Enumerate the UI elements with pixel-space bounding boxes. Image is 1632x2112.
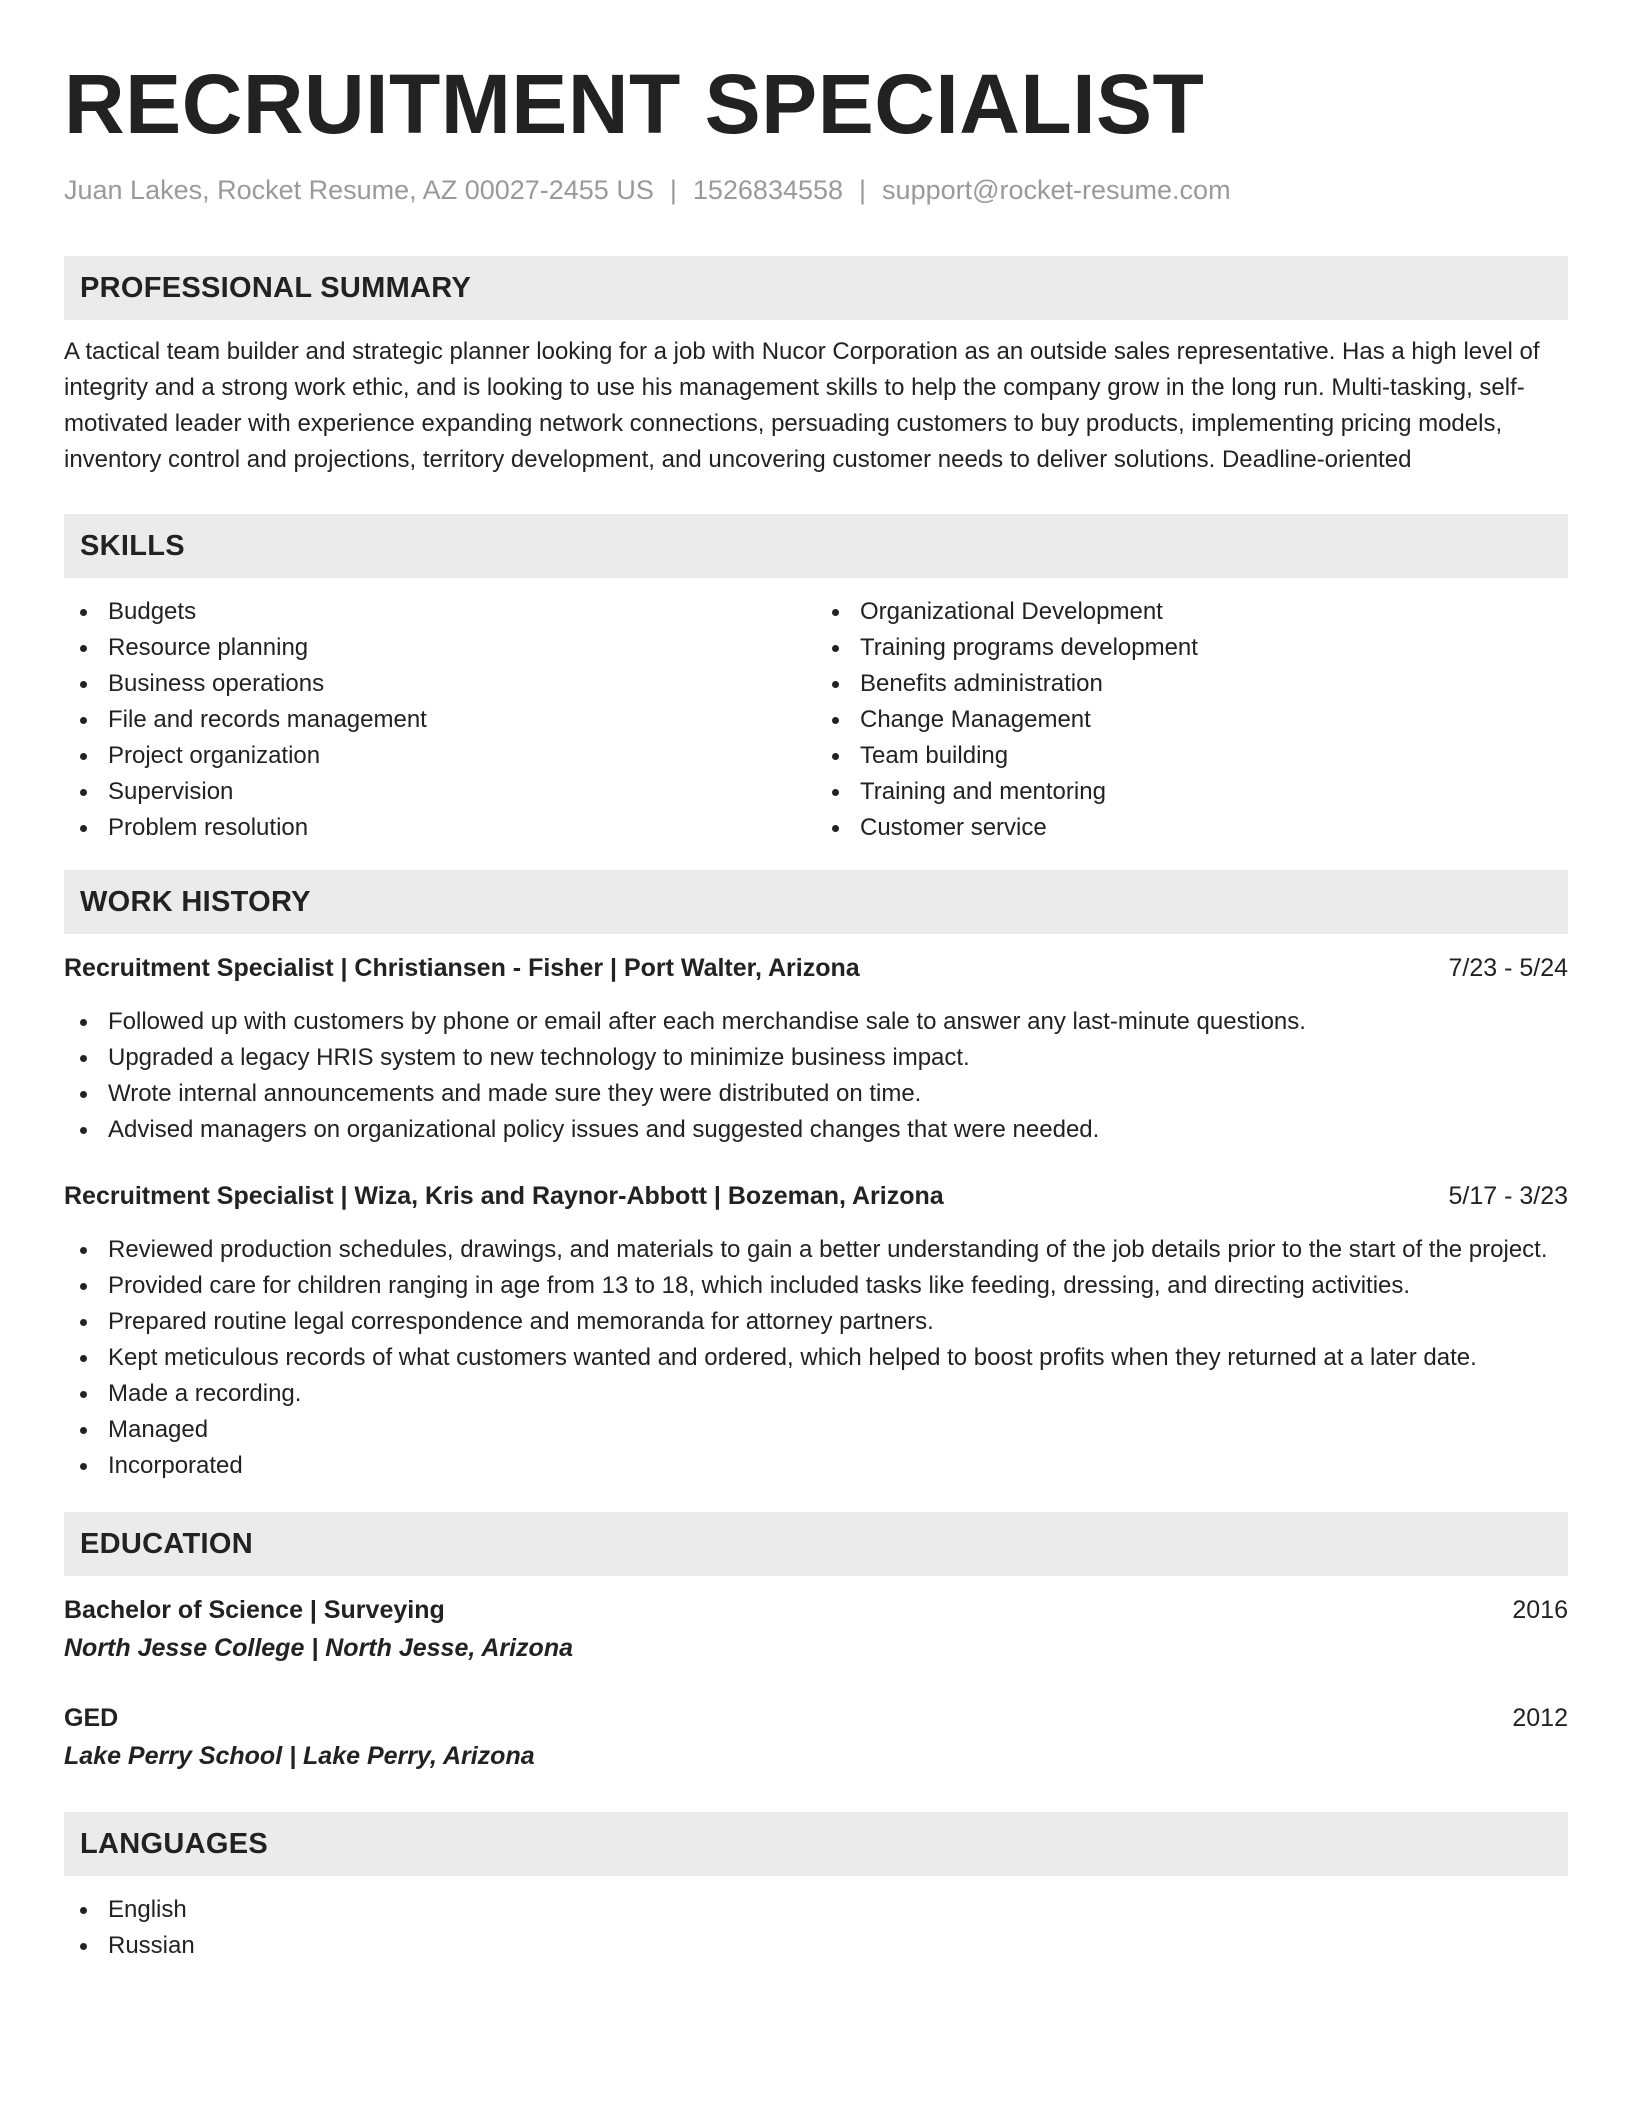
bullet-icon xyxy=(80,1943,87,1950)
skill-label: Team building xyxy=(860,742,1009,769)
job-title: Recruitment Specialist | Wiza, Kris and Raynor-Abbott | Bozeman, Arizona xyxy=(64,1182,944,1210)
skill-label: Business operations xyxy=(108,670,325,697)
summary-text: A tactical team builder and strategic planner looking for a job with Nucor Corporation as an outside sales representative. Has a high level of integrity and a strong work ethic, and is looking to use his management skills to help the company grow in the long run. Multi-tasking, self-motivated leader with experience expanding network connections, persuading customers to buy products, implementing pricing models, inventory control and projections, territory development, and uncovering customer needs to deliver solutions. Deadline-oriented xyxy=(64,338,1540,473)
job-title: Recruitment Specialist | Christiansen - Fisher | Port Walter, Arizona xyxy=(64,954,860,982)
skill-label: Problem resolution xyxy=(108,814,309,841)
bullet-icon xyxy=(832,609,839,616)
skill-item xyxy=(64,702,816,738)
job-duties-list xyxy=(64,1004,1568,1148)
bullet-icon xyxy=(80,1463,87,1470)
skill-item xyxy=(64,738,816,774)
bullet-icon xyxy=(80,789,87,796)
job-heading-row xyxy=(64,1178,1568,1214)
bullet-icon xyxy=(80,1355,87,1362)
contact-address: Juan Lakes, Rocket Resume, AZ 00027-2455 US xyxy=(64,175,654,205)
job-duty-text: Provided care for children ranging in age from 13 to 18, which included tasks like feeding, dressing, and directing activities. xyxy=(108,1272,1411,1299)
skill-item xyxy=(816,810,1568,846)
education-school: Lake Perry School | Lake Perry, Arizona xyxy=(64,1742,535,1770)
bullet-icon xyxy=(80,645,87,652)
skill-item xyxy=(64,810,816,846)
skill-label: Training and mentoring xyxy=(860,778,1106,805)
bullet-icon xyxy=(832,789,839,796)
bullet-icon xyxy=(80,1427,87,1434)
job-dates: 5/17 - 3/23 xyxy=(1448,1182,1568,1210)
bullet-icon xyxy=(80,753,87,760)
bullet-icon xyxy=(80,681,87,688)
education-year: 2012 xyxy=(1512,1704,1568,1732)
bullet-icon xyxy=(80,1091,87,1098)
skill-label: Organizational Development xyxy=(860,598,1163,625)
job-duty-text: Incorporated xyxy=(108,1452,243,1479)
education-heading-row xyxy=(64,1700,1568,1736)
job-duty-text: Kept meticulous records of what customers wanted and ordered, which helped to boost profits when they returned at a later date. xyxy=(108,1344,1477,1371)
bullet-icon xyxy=(80,1907,87,1914)
bullet-icon xyxy=(80,1319,87,1326)
contact-separator: | xyxy=(859,175,867,205)
contact-email: support@rocket-resume.com xyxy=(882,175,1231,205)
job-duty-text: Advised managers on organizational policy issues and suggested changes that were needed. xyxy=(108,1116,1100,1143)
skill-item xyxy=(64,774,816,810)
bullet-icon xyxy=(80,1391,87,1398)
skill-item xyxy=(64,666,816,702)
skills-grid xyxy=(64,594,1568,846)
job-duty-text: Upgraded a legacy HRIS system to new technology to minimize business impact. xyxy=(108,1044,970,1071)
skill-item xyxy=(816,594,1568,630)
bullet-icon xyxy=(80,825,87,832)
skills-list-right xyxy=(816,594,1568,846)
language-item xyxy=(64,1928,1568,1964)
contact-line xyxy=(64,172,1568,208)
bullet-icon xyxy=(832,717,839,724)
bullet-icon xyxy=(80,1019,87,1026)
education-degree: GED xyxy=(64,1704,119,1732)
job-duty-item xyxy=(64,1268,1568,1304)
skill-label: Customer service xyxy=(860,814,1047,841)
bullet-icon xyxy=(832,825,839,832)
resume-name-heading: RECRUITMENT SPECIALIST xyxy=(64,57,1205,151)
job-heading-row xyxy=(64,950,1568,986)
skill-item xyxy=(64,594,816,630)
job-duty-item xyxy=(64,1004,1568,1040)
bullet-icon xyxy=(832,681,839,688)
job-duty-item xyxy=(64,1340,1568,1376)
contact-phone: 1526834558 xyxy=(692,175,844,205)
skills-list-left xyxy=(64,594,816,846)
skills-column-left xyxy=(64,594,816,846)
skill-label: Resource planning xyxy=(108,634,309,661)
skills-section-header: SKILLS xyxy=(64,514,1568,578)
skill-item xyxy=(816,774,1568,810)
job-dates: 7/23 - 5/24 xyxy=(1448,954,1568,982)
skill-label: Change Management xyxy=(860,706,1091,733)
language-label: Russian xyxy=(108,1932,195,1959)
education-year: 2016 xyxy=(1512,1596,1568,1624)
job-duty-item xyxy=(64,1304,1568,1340)
job-duty-text: Followed up with customers by phone or email after each merchandise sale to answer any last-minute questions. xyxy=(108,1008,1306,1035)
bullet-icon xyxy=(80,1283,87,1290)
job-duty-text: Prepared routine legal correspondence and memoranda for attorney partners. xyxy=(108,1308,934,1335)
bullet-icon xyxy=(832,645,839,652)
skill-label: Budgets xyxy=(108,598,197,625)
skill-label: Benefits administration xyxy=(860,670,1103,697)
bullet-icon xyxy=(80,1055,87,1062)
job-duty-text: Reviewed production schedules, drawings, and materials to gain a better understanding of the job details prior to the start of the project. xyxy=(108,1236,1548,1263)
bullet-icon xyxy=(80,1247,87,1254)
bullet-icon xyxy=(832,753,839,760)
bullet-icon xyxy=(80,717,87,724)
language-item xyxy=(64,1892,1568,1928)
work-history-section-header: WORK HISTORY xyxy=(64,870,1568,934)
skills-column-right xyxy=(816,594,1568,846)
skill-label: Supervision xyxy=(108,778,234,805)
education-section-header: EDUCATION xyxy=(64,1512,1568,1576)
job-duty-item xyxy=(64,1412,1568,1448)
skill-label: Training programs development xyxy=(860,634,1198,661)
bullet-icon xyxy=(80,609,87,616)
skill-item xyxy=(64,630,816,666)
skill-label: File and records management xyxy=(108,706,427,733)
skill-item xyxy=(816,666,1568,702)
education-degree: Bachelor of Science | Surveying xyxy=(64,1596,445,1624)
education-heading-row xyxy=(64,1592,1568,1628)
skill-item xyxy=(816,702,1568,738)
job-duty-item xyxy=(64,1448,1568,1484)
job-duty-text: Made a recording. xyxy=(108,1380,302,1407)
bullet-icon xyxy=(80,1127,87,1134)
skill-item xyxy=(816,738,1568,774)
languages-list xyxy=(64,1892,1568,1964)
summary-section-header: PROFESSIONAL SUMMARY xyxy=(64,256,1568,320)
languages-section-header: LANGUAGES xyxy=(64,1812,1568,1876)
job-duty-item xyxy=(64,1112,1568,1148)
job-duty-item xyxy=(64,1040,1568,1076)
language-label: English xyxy=(108,1896,187,1923)
skill-label: Project organization xyxy=(108,742,321,769)
job-duty-item xyxy=(64,1232,1568,1268)
contact-separator: | xyxy=(669,175,677,205)
job-duty-item xyxy=(64,1376,1568,1412)
job-duties-list xyxy=(64,1232,1568,1484)
job-duty-text: Wrote internal announcements and made sure they were distributed on time. xyxy=(108,1080,922,1107)
job-duty-text: Managed xyxy=(108,1416,209,1443)
education-school: North Jesse College | North Jesse, Arizona xyxy=(64,1634,573,1662)
job-duty-item xyxy=(64,1076,1568,1112)
skill-item xyxy=(816,630,1568,666)
